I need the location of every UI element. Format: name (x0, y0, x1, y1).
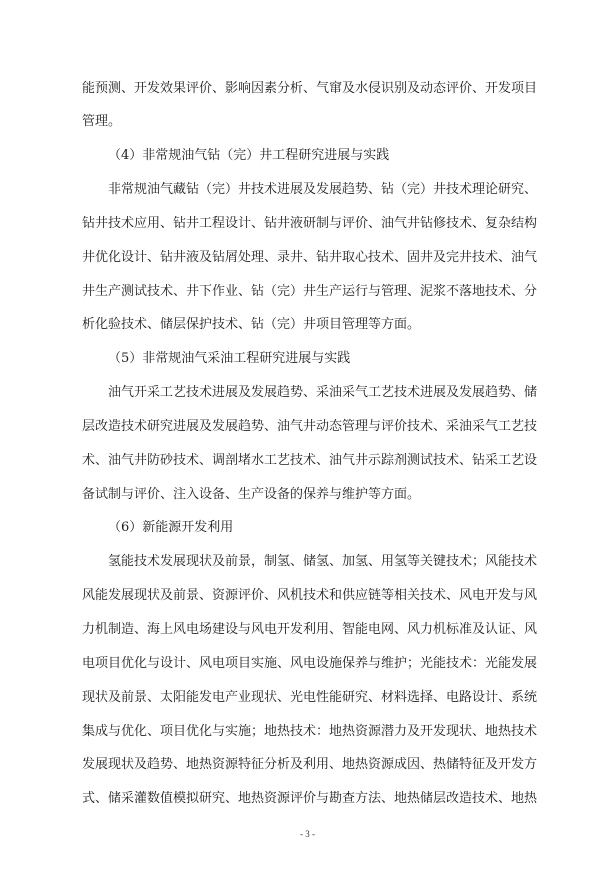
section-heading: （5）非常规油气采油工程研究进展与实践 (108, 351, 351, 367)
body-line: 能预测、开发效果评价、影响因素分析、气窜及水侵识别及动态评价、开发项目 (82, 80, 537, 96)
body-line: 电项目优化与设计、风电项目实施、风电设施保养与维护；光能技术：光能发展 (82, 655, 537, 671)
body-line: 管理。 (82, 114, 122, 130)
body-line: 术、油气井防砂技术、调剖堵水工艺技术、油气井示踪剂测试技术、钻采工艺设 (82, 452, 537, 468)
body-line: 备试制与评价、注入设备、生产设备的保养与维护等方面。 (82, 486, 421, 502)
body-line: 层改造技术研究进展及发展趋势、油气井动态管理与评价技术、采油采气工艺技 (82, 418, 537, 434)
body-line: 析化验技术、储层保护技术、钻（完）井项目管理等方面。 (82, 317, 421, 333)
body-line: 式、储采灌数值模拟研究、地热资源评价与勘查方法、地热储层改造技术、地热 (82, 791, 537, 807)
body-line: 力机制造、海上风电场建设与风电开发利用、智能电网、风力机标准及认证、风 (82, 622, 537, 637)
body-line: 现状及前景、太阳能发电产业现状、光电性能研究、材料选择、电路设计、系统 (82, 689, 537, 705)
section-heading: （6）新能源开发利用 (108, 520, 234, 536)
body-line: 钻井技术应用、钻井工程设计、钻井液研制与评价、油气井钻修技术、复杂结构 (82, 215, 537, 231)
page-number: - 3 - (300, 829, 315, 839)
body-line: 集成与优化、项目优化与实施；地热技术：地热资源潜力及开发现状、地热技术 (82, 723, 537, 739)
body-line: 井优化设计、钻井液及钻屑处理、录井、钻井取心技术、固井及完井技术、油气 (82, 249, 537, 265)
body-line: 油气开采工艺技术进展及发展趋势、采油采气工艺技术进展及发展趋势、储 (108, 385, 537, 401)
body-line: 发展现状及趋势、地热资源特征分析及利用、地热资源成因、热储特征及开发方 (82, 757, 537, 773)
body-text (82, 72, 537, 817)
body-line: 氢能技术发展现状及前景，制氢、储氢、加氢、用氢等关键技术；风能技术 (108, 554, 537, 570)
section-heading: （4）非常规油气钻（完）井工程研究进展与实践 (108, 148, 390, 164)
body-line: 非常规油气藏钻（完）井技术进展及发展趋势、钻（完）井技术理论研究、 (108, 182, 537, 198)
body-line: 风能发展现状及前景、资源评价、风机技术和供应链等相关技术、风电开发与风 (82, 588, 537, 604)
body-line: 井生产测试技术、井下作业、钻（完）井生产运行与管理、泥浆不落地技术、分 (82, 283, 537, 299)
